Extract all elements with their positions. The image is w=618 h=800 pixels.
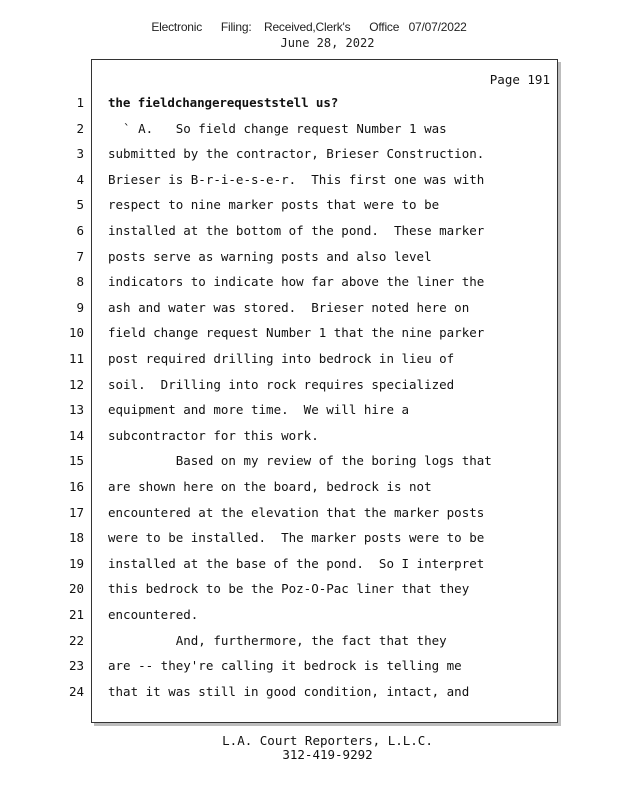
transcript-line-text: post required drilling into bedrock in lieu of bbox=[108, 351, 455, 366]
line-number: 13 bbox=[68, 402, 84, 417]
line-number: 23 bbox=[68, 658, 84, 673]
line-number: 22 bbox=[68, 633, 84, 648]
line-number: 9 bbox=[76, 300, 84, 315]
transcript-line-text: And, furthermore, the fact that they bbox=[108, 633, 447, 648]
transcript-line-text: encountered. bbox=[108, 607, 199, 622]
transcript-line-text: respect to nine marker posts that were to be bbox=[108, 197, 440, 212]
transcript-line-text: were to be installed. The marker posts were to be bbox=[108, 530, 485, 545]
line-number: 21 bbox=[68, 607, 84, 622]
transcript-line-text: are shown here on the board, bedrock is not bbox=[108, 479, 432, 494]
transcript-line-text: ` A. So field change request Number 1 was bbox=[108, 121, 447, 136]
line-number: 8 bbox=[76, 274, 84, 289]
line-number: 10 bbox=[68, 325, 84, 340]
transcript-line-text: that it was still in good condition, intact, and bbox=[108, 684, 470, 699]
transcript-line-text: field change request Number 1 that the nine parker bbox=[108, 325, 485, 340]
line-number: 24 bbox=[68, 684, 84, 699]
line-number: 11 bbox=[68, 351, 84, 366]
transcript-line-text: subcontractor for this work. bbox=[108, 428, 319, 443]
line-number: 4 bbox=[76, 172, 84, 187]
transcript-line-text: are -- they're calling it bedrock is telling me bbox=[108, 658, 462, 673]
line-number: 14 bbox=[68, 428, 84, 443]
line-number: 16 bbox=[68, 479, 84, 494]
line-number: 6 bbox=[76, 223, 84, 238]
transcript-date: June 28, 2022 bbox=[280, 36, 375, 50]
electronic-filing-banner: Electronic Filing: Received,Clerk's Office 07/07/2022 bbox=[151, 20, 467, 34]
transcript-line-text: this bedrock to be the Poz-O-Pac liner that they bbox=[108, 581, 470, 596]
transcript-line-text: encountered at the elevation that the marker posts bbox=[108, 505, 485, 520]
line-number: 2 bbox=[76, 121, 84, 136]
line-number: 18 bbox=[68, 530, 84, 545]
line-number: 20 bbox=[68, 581, 84, 596]
transcript-line-text: installed at the base of the pond. So I interpret bbox=[108, 556, 485, 571]
line-number: 7 bbox=[76, 249, 84, 264]
line-number: 15 bbox=[68, 453, 84, 468]
line-number: 3 bbox=[76, 146, 84, 161]
transcript-line-text: the fieldchangerequeststell us? bbox=[108, 95, 339, 110]
line-number: 19 bbox=[68, 556, 84, 571]
line-number: 1 bbox=[76, 95, 84, 110]
transcript-line-text: Based on my review of the boring logs that bbox=[108, 453, 492, 468]
transcript-line-text: indicators to indicate how far above the liner the bbox=[108, 274, 485, 289]
transcript-line-text: soil. Drilling into rock requires specialized bbox=[108, 377, 455, 392]
court-reporter-phone: 312-419-9292 bbox=[282, 747, 373, 762]
court-reporter-name: L.A. Court Reporters, L.L.C. bbox=[222, 733, 433, 748]
transcript-line-text: posts serve as warning posts and also level bbox=[108, 249, 432, 264]
line-number: 17 bbox=[68, 505, 84, 520]
transcript-line-text: installed at the bottom of the pond. These marker bbox=[108, 223, 485, 238]
line-number: 12 bbox=[68, 377, 84, 392]
page-number: Page 191 bbox=[489, 72, 550, 87]
transcript-line-text: equipment and more time. We will hire a bbox=[108, 402, 410, 417]
line-number: 5 bbox=[76, 197, 84, 212]
transcript-line-text: submitted by the contractor, Brieser Construction. bbox=[108, 146, 485, 161]
transcript-line-text: Brieser is B-r-i-e-s-e-r. This first one was with bbox=[108, 172, 485, 187]
transcript-line-text: ash and water was stored. Brieser noted here on bbox=[108, 300, 470, 315]
